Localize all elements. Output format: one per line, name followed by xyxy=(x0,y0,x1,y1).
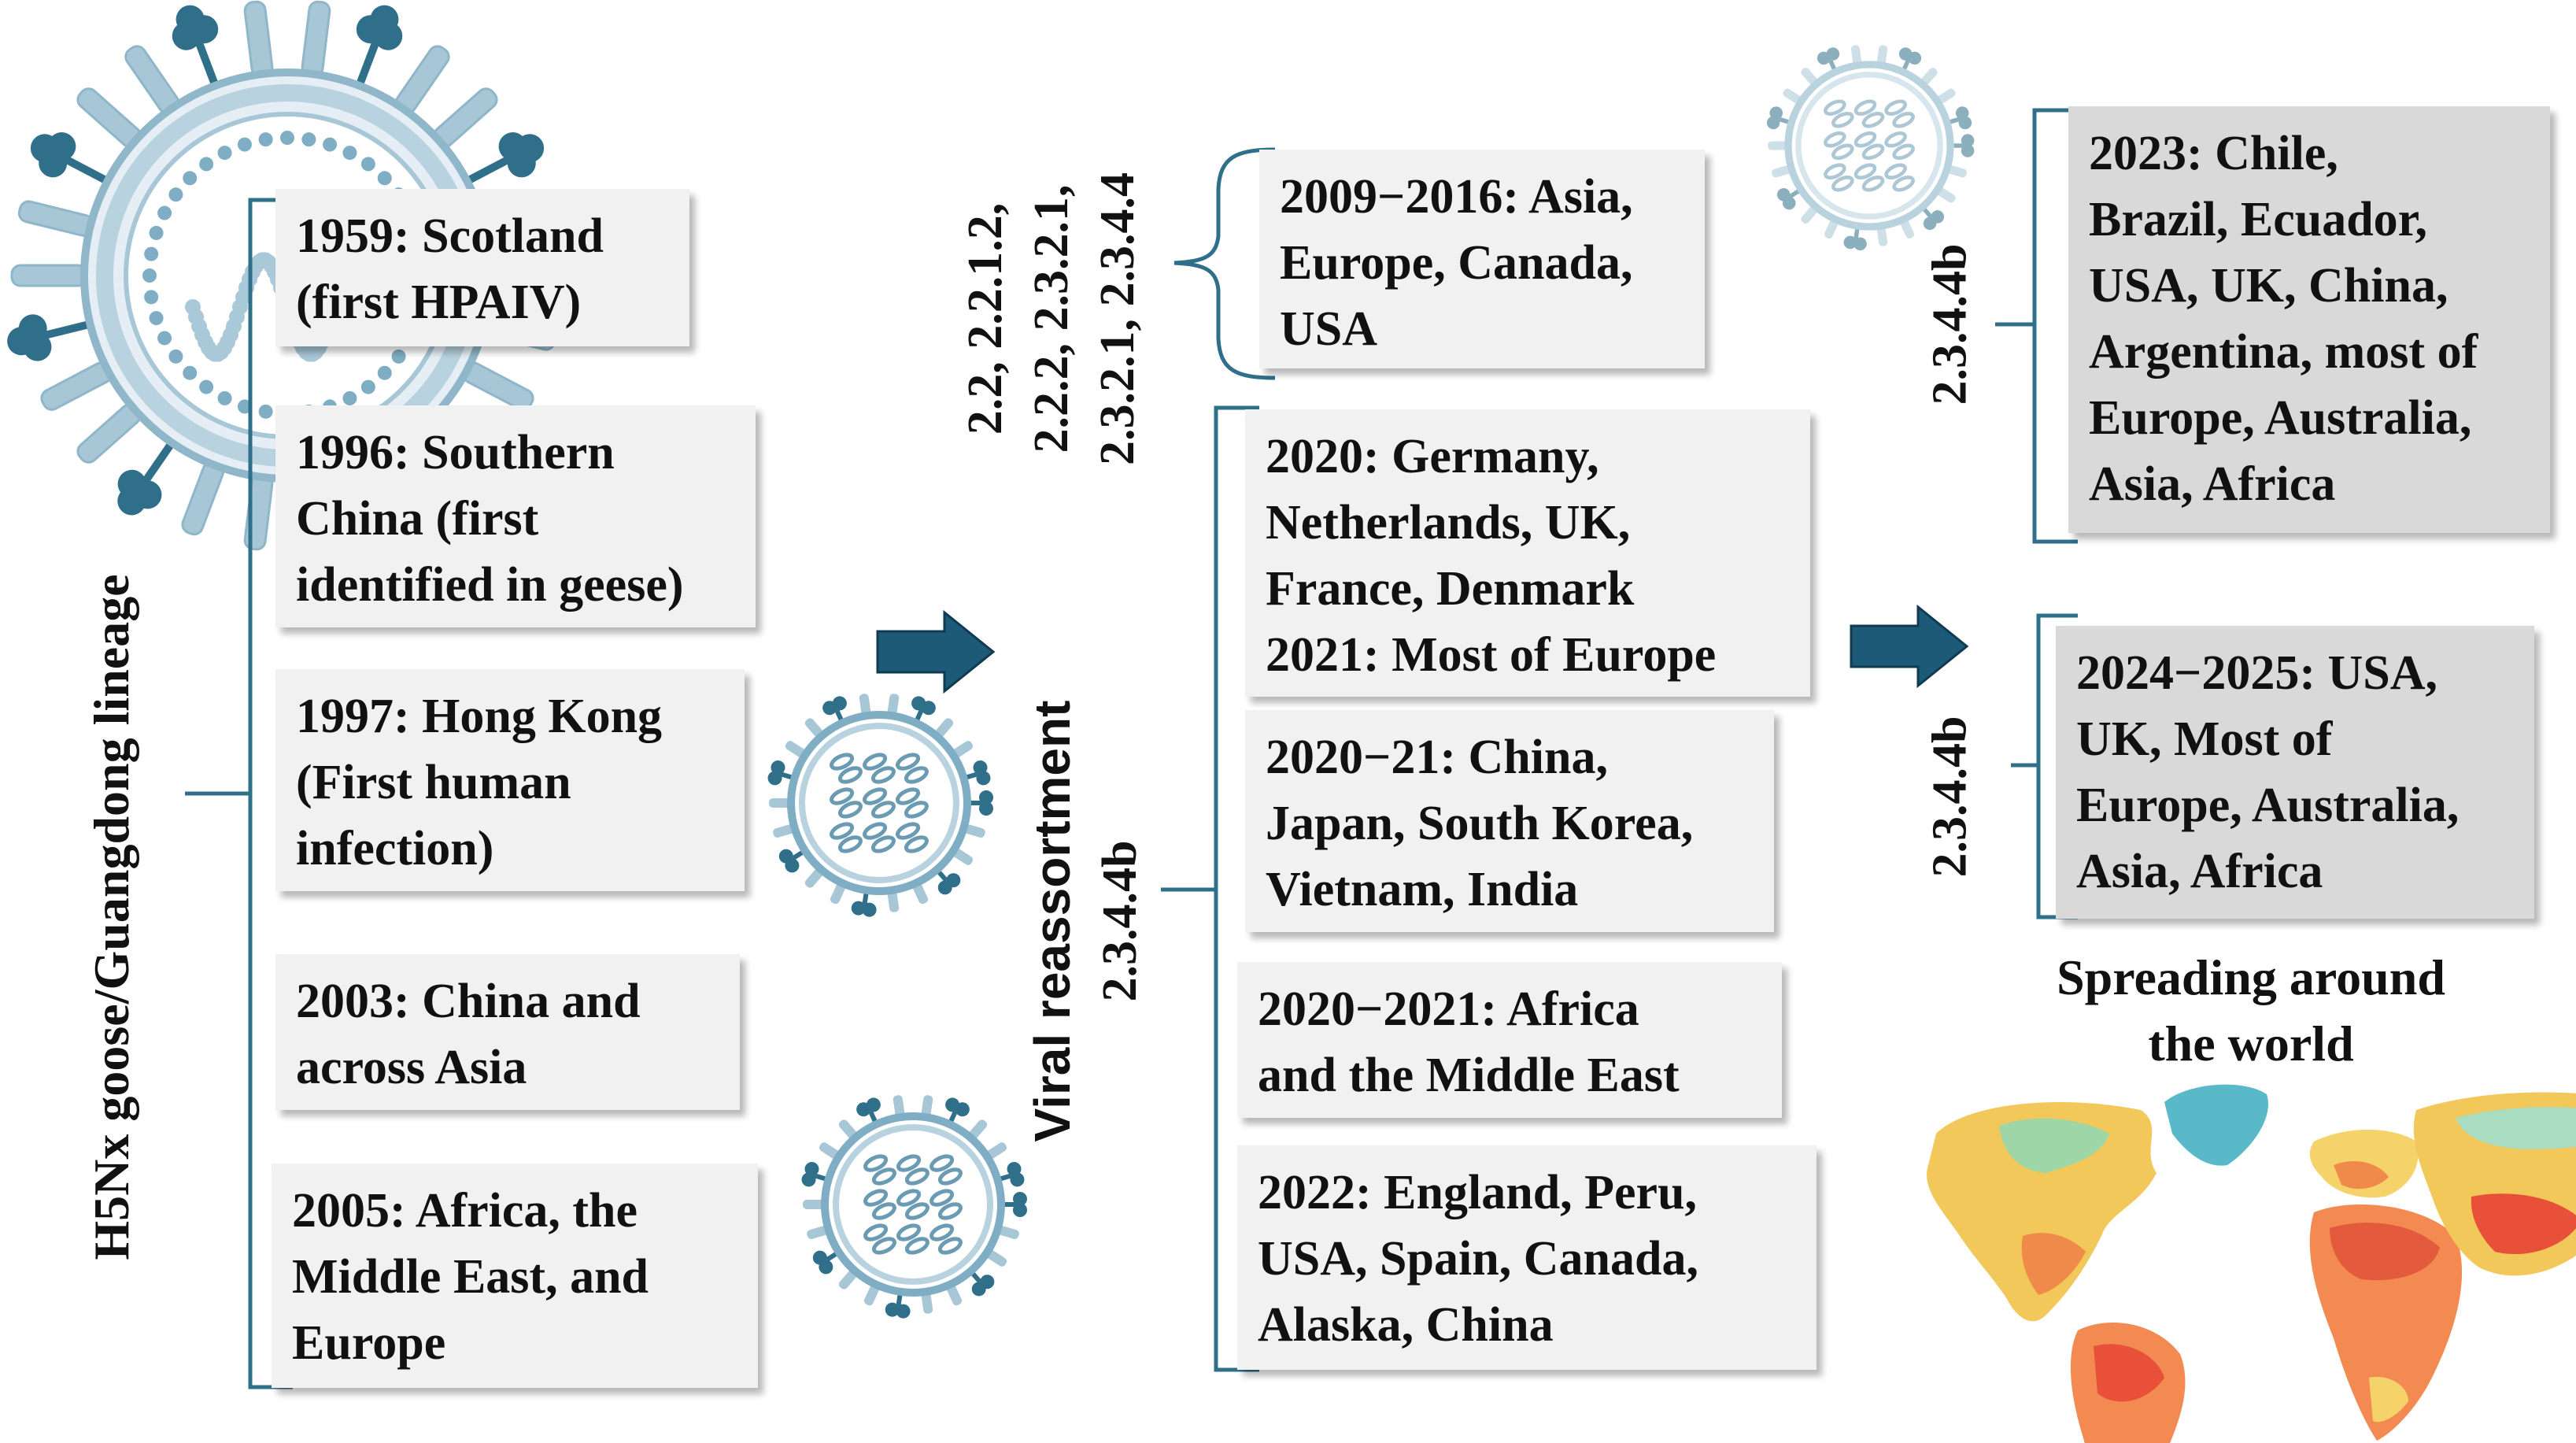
event-box-2020-2021-europe: 2020: Germany, Netherlands, UK, France, Denmark 2021: Most of Europe xyxy=(1245,409,1810,697)
spreading-caption: Spreading around the world xyxy=(2057,949,2445,1071)
reassortment-label xyxy=(1018,701,1154,1142)
reassortment-label-title: Viral reassortment xyxy=(1024,700,1081,1142)
clade-2023-bracket xyxy=(1995,110,2078,542)
event-box-2024-2025: 2024−2025: USA, UK, Most of Europe, Australia, Asia, Africa xyxy=(2056,626,2534,919)
clade-2024-label: 2.3.4.4b xyxy=(1923,716,1977,878)
arrow-right-icon xyxy=(1851,607,1967,686)
clades-label-line-1: 2.2, 2.2.1.2, xyxy=(959,202,1012,435)
arrow-right-icon xyxy=(878,612,993,691)
event-box-1959: 1959: Scotland (first HPAIV) xyxy=(275,189,689,346)
event-box-2022: 2022: England, Peru, USA, Spain, Canada, Alaska, China xyxy=(1237,1145,1817,1370)
clades-label-line-2: 2.2.2, 2.3.2.1, xyxy=(1025,184,1078,453)
event-box-2009-2016: 2009−2016: Asia, Europe, Canada, USA xyxy=(1259,150,1705,368)
virus-icon xyxy=(800,1095,1027,1319)
event-box-2003: 2003: China and across Asia xyxy=(275,954,740,1110)
world-map-icon xyxy=(1927,1085,2576,1443)
event-box-2020-21-asia: 2020−21: China, Japan, South Korea, Vietnam, India xyxy=(1245,710,1774,932)
clade-2023-label: 2.3.4.4b xyxy=(1923,243,1977,405)
event-box-2020-2021-africa: 2020−2021: Africa and the Middle East xyxy=(1237,962,1782,1118)
event-box-2005: 2005: Africa, the Middle East, and Europe xyxy=(272,1164,758,1388)
event-box-1997: 1997: Hong Kong (First human infection) xyxy=(275,669,745,891)
reassortment-label-clade: 2.3.4.4b xyxy=(1093,840,1147,1002)
lineage-label: H5Nx goose/Guangdong lineage xyxy=(83,574,140,1260)
event-box-2023: 2023: Chile, Brazil, Ecuador, USA, UK, China, Argentina, most of Europe, Australia, Asia, Africa xyxy=(2068,106,2550,533)
event-box-1996: 1996: Southern China (first identified in geese) xyxy=(275,405,756,627)
clades-label xyxy=(952,172,1151,465)
clades-label-line-3: 2.3.2.1, 2.3.4.4 xyxy=(1091,172,1144,465)
virus-icon xyxy=(1765,45,1975,251)
virus-icon xyxy=(766,694,993,918)
